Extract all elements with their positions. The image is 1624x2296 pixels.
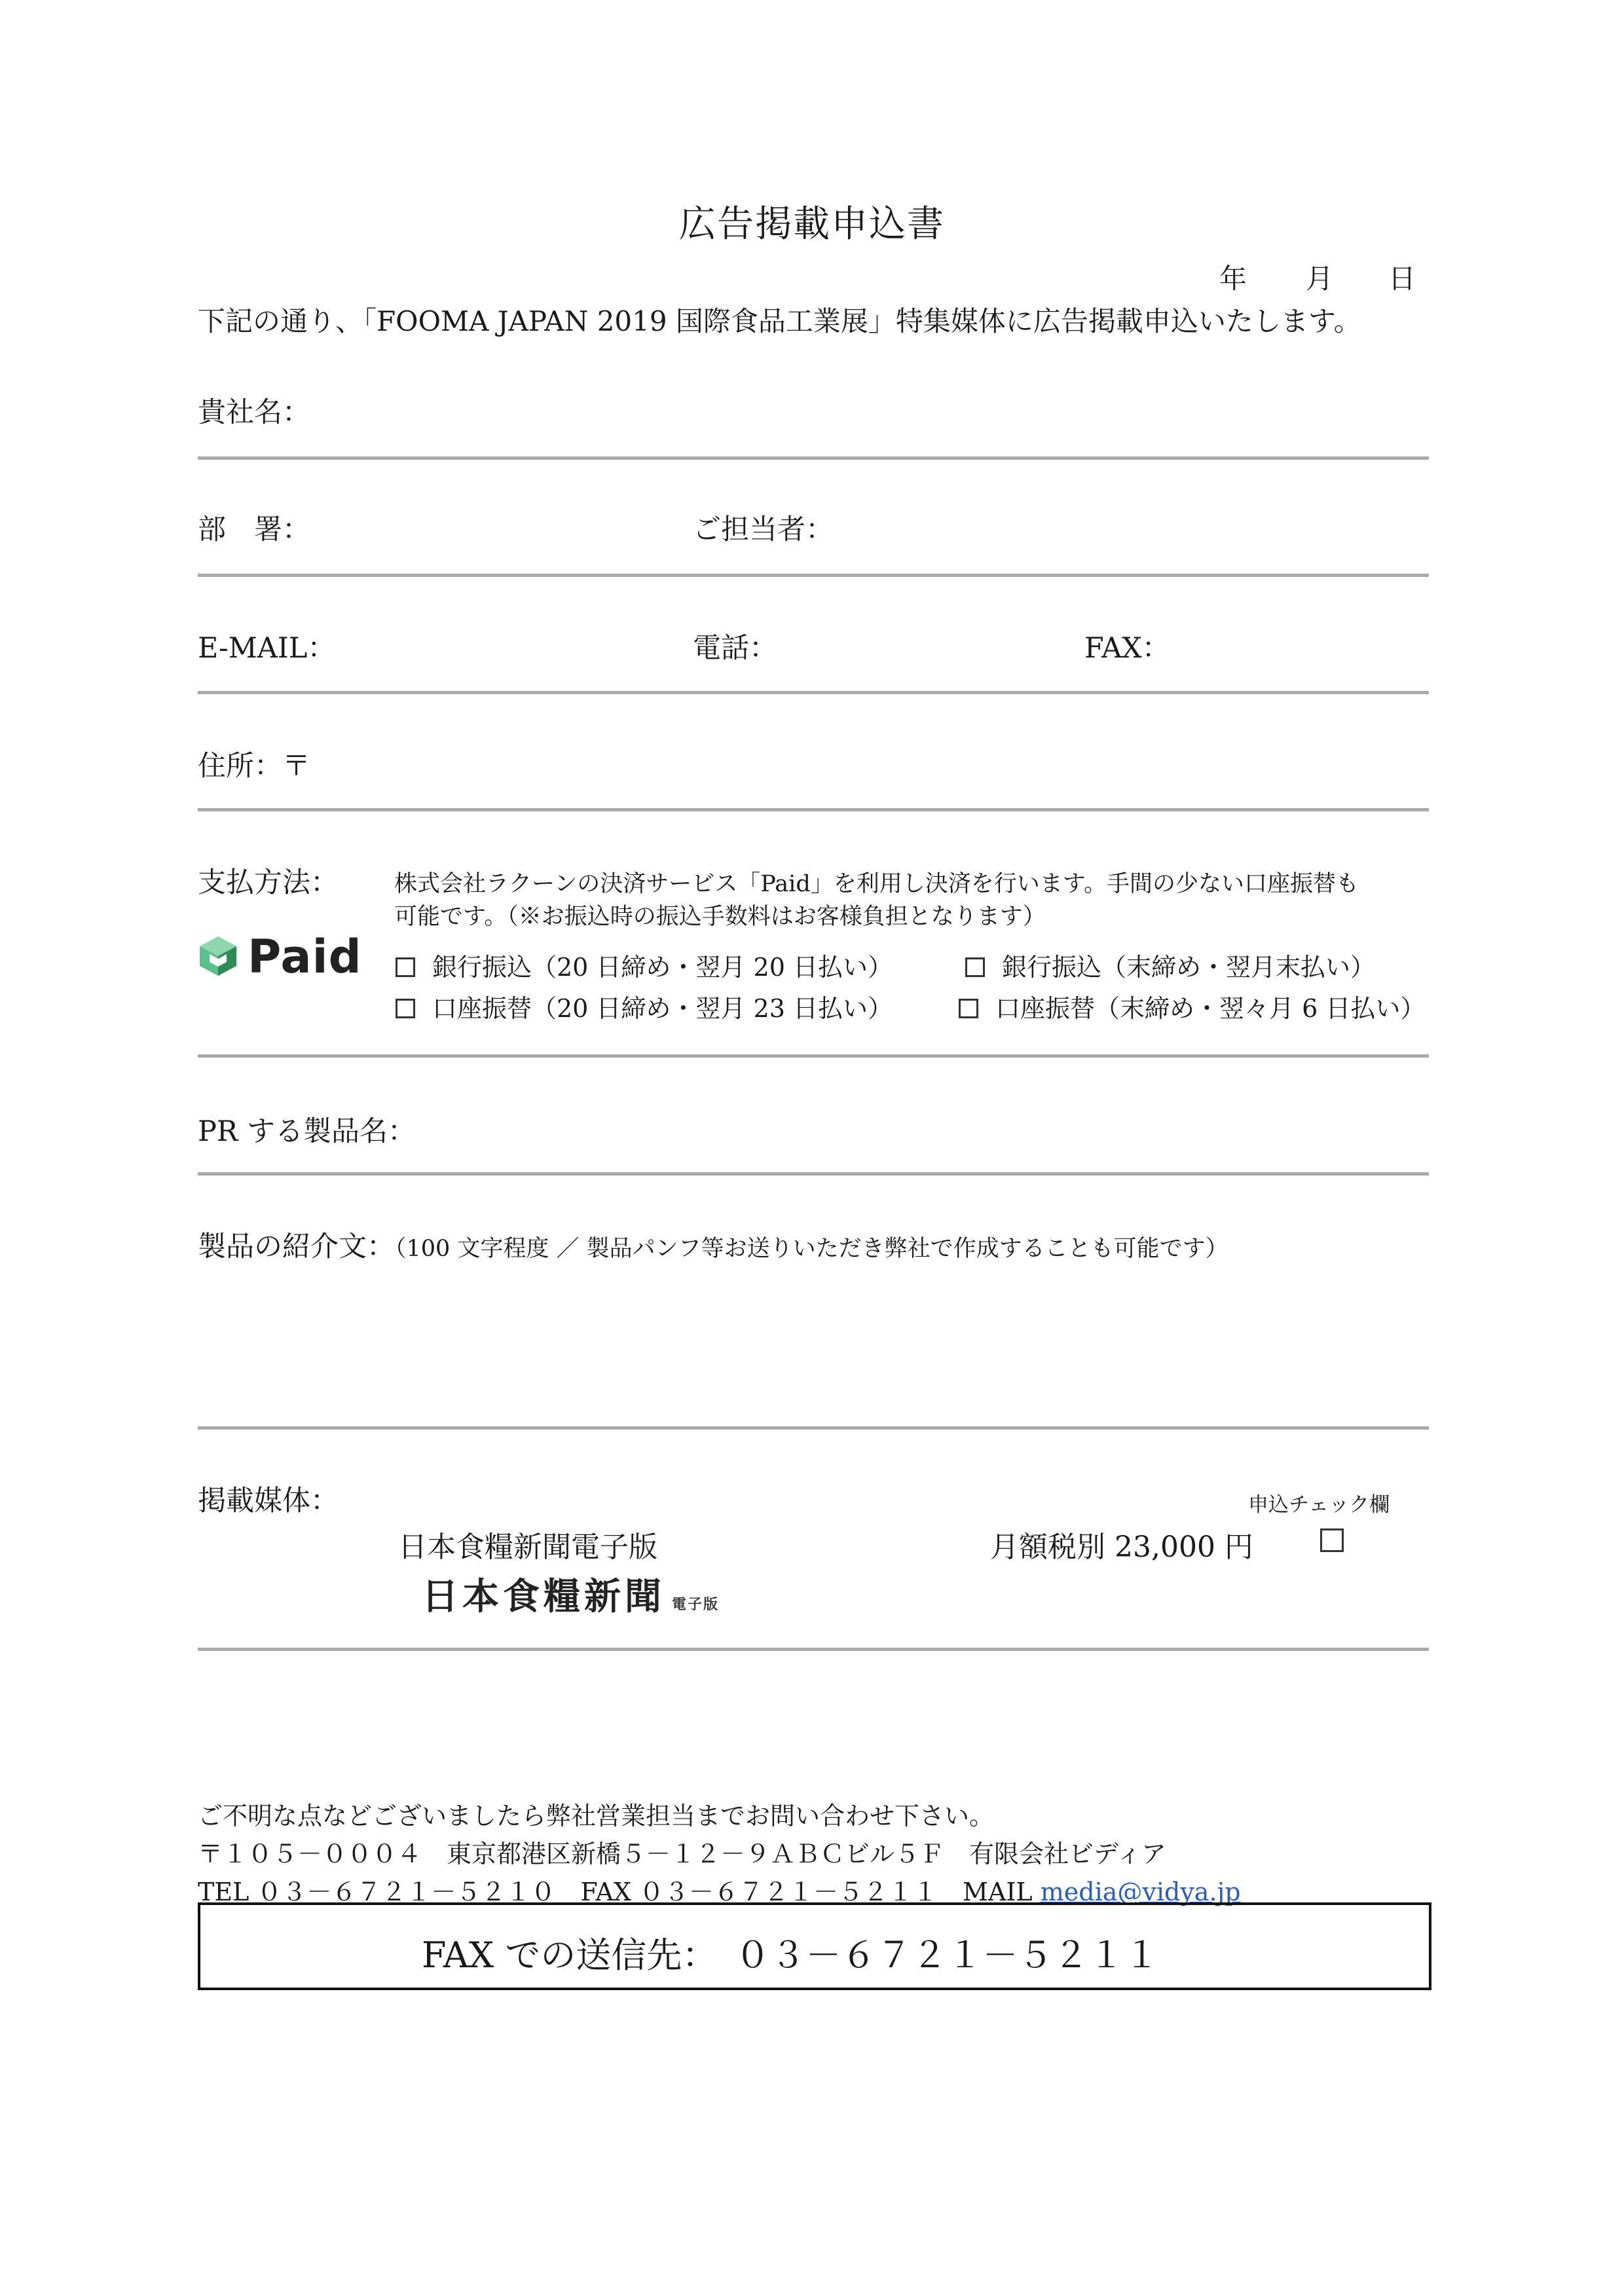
checkbox[interactable] (396, 999, 415, 1018)
date-day: 日 (1388, 263, 1416, 295)
payment-option-debit-end[interactable] (959, 988, 1425, 1024)
media-checkbox[interactable] (1320, 1528, 1344, 1555)
media-logo-sub: 電子版 (672, 1596, 720, 1613)
email-label: E-MAIL： (198, 632, 336, 665)
payment-option-debit-20[interactable] (396, 988, 893, 1024)
company-name-label: 貴社名： (198, 396, 310, 429)
footer-inquiry-text: ご不明な点などございましたら弊社営業担当までお問い合わせ下さい。 (198, 1802, 995, 1830)
contact-info-line[interactable] (198, 691, 1429, 694)
address-label: 住所：〒 (198, 750, 310, 783)
document-title: 広告掲載申込書 (679, 203, 945, 246)
paid-logo-text: Paid (248, 930, 362, 984)
paid-hexagon-icon (196, 935, 240, 978)
media-logo (422, 1568, 719, 1620)
payment-option-bank-20[interactable] (396, 947, 893, 983)
phone-label: 電話： (693, 632, 777, 665)
fax-destination-box (198, 1902, 1431, 1990)
payment-option-label: 銀行振込（末締め・翌月末払い） (1002, 953, 1376, 982)
media-line (198, 1648, 1429, 1651)
department-label: 部 署： (198, 513, 310, 546)
product-intro-label: 製品の紹介文： (198, 1231, 395, 1263)
product-name-label: PR する製品名： (198, 1115, 416, 1148)
product-name-line[interactable] (198, 1172, 1429, 1176)
checkbox[interactable] (965, 957, 985, 977)
fax-destination-text: FAX での送信先： ０３－６７２１－５２１１ (422, 1935, 1160, 1976)
footer-address: 〒１０５－０００４ 東京都港区新橋５－１２－９ＡＢＣビル５Ｆ 有限会社ビディア (198, 1840, 1166, 1868)
payment-description-line1: 株式会社ラクーンの決済サービス「Paid」を利用し決済を行います。手間の少ない口座振替も (394, 871, 1359, 897)
date-year: 年 (1219, 263, 1247, 295)
fax-label: FAX： (1084, 632, 1170, 665)
intro-text: 下記の通り、「FOOMA JAPAN 2019 国際食品工業展」特集媒体に広告掲載申込いたします。 (198, 305, 1361, 337)
checkbox[interactable] (396, 957, 415, 977)
checkbox[interactable] (959, 999, 978, 1018)
payment-method-label: 支払方法： (198, 866, 339, 899)
payment-description-line2: 可能です。（※お振込時の振込手数料はお客様負担となります） (394, 904, 1046, 930)
footer-tel-fax: TEL ０３－６７２１－５２１０ FAX ０３－６７２１－５２１１ MAIL (198, 1878, 1041, 1906)
department-line[interactable] (198, 574, 1429, 577)
product-intro-line[interactable] (198, 1426, 1429, 1430)
media-label: 掲載媒体： (198, 1485, 339, 1517)
email-link[interactable]: media@vidya.jp (1040, 1878, 1241, 1906)
media-price: 月額税別 23,000 円 (990, 1530, 1253, 1564)
product-intro-note: （100 文字程度 ／ 製品パンフ等お送りいただき弊社で作成することも可能です） (395, 1236, 1228, 1262)
payment-option-label: 銀行振込（20 日締め・翌月 20 日払い） (432, 953, 893, 982)
media-name: 日本食糧新聞電子版 (398, 1530, 657, 1564)
payment-option-label: 口座振替（末締め・翌々月 6 日払い） (995, 994, 1426, 1023)
check-column-header: 申込チェック欄 (1248, 1493, 1390, 1517)
paid-logo (196, 930, 362, 984)
payment-option-bank-end[interactable] (965, 947, 1375, 983)
contact-person-label: ご担当者： (693, 513, 834, 546)
media-logo-text: 日本食糧新聞 (422, 1575, 665, 1618)
payment-line (198, 1054, 1429, 1058)
date-month: 月 (1306, 263, 1334, 295)
company-name-line[interactable] (198, 456, 1429, 460)
payment-option-label: 口座振替（20 日締め・翌月 23 日払い） (432, 994, 893, 1023)
address-line[interactable] (198, 808, 1429, 811)
product-intro-heading (198, 1225, 1228, 1265)
